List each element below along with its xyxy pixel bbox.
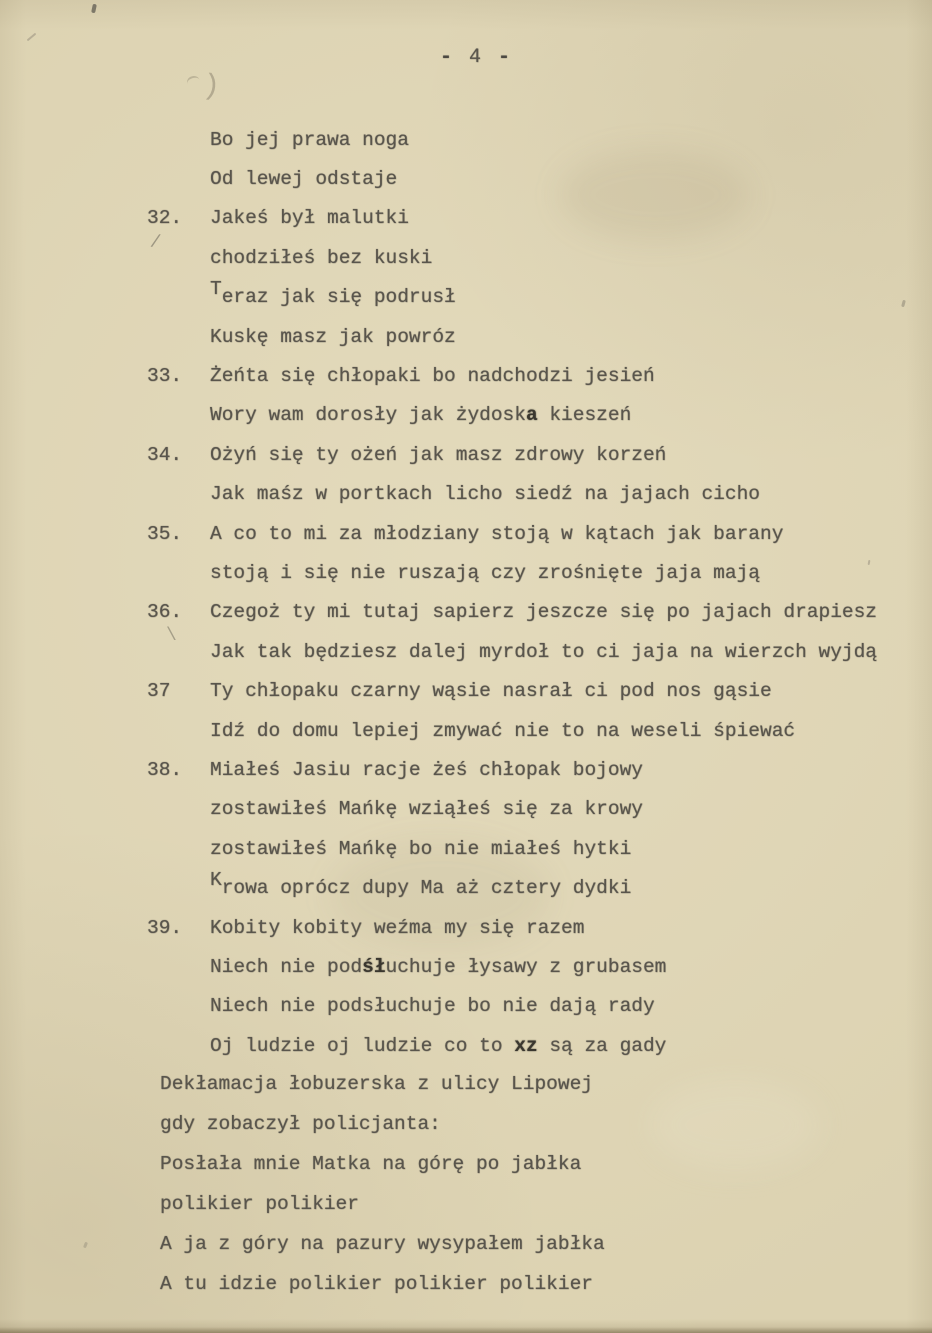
- verse-number: 33.: [147, 365, 183, 388]
- verse-text: zostawiłeś Mańkę bo nie miałeś hytki: [210, 837, 632, 860]
- verse-line: [147, 514, 877, 553]
- line-text: A ja z góry na pazury wysypałem jabłka: [160, 1233, 605, 1255]
- verse-number: 36.: [147, 601, 183, 624]
- line-text: A tu idzie polikier polikier polikier: [160, 1273, 593, 1295]
- verse-text: Oj ludzie oj ludzie co to: [210, 1034, 515, 1057]
- verse-line: [147, 238, 877, 277]
- paper-speck: [83, 1242, 88, 1249]
- verse-line: [147, 632, 877, 671]
- verse-line: [147, 120, 877, 159]
- verse-line: [147, 790, 877, 829]
- verse-line: [147, 593, 877, 632]
- verse-text: rowa oprócz dupy Ma aż cztery dydki: [221, 877, 632, 900]
- verse-text: eraz jak się podrusł: [221, 286, 456, 309]
- paper-speck: [27, 33, 37, 42]
- verse-text: zostawiłeś Mańkę wziąłeś się za krowy: [210, 798, 643, 821]
- closing-block: [160, 1064, 605, 1304]
- overstruck-text: śł: [362, 955, 386, 978]
- text-line: [160, 1224, 605, 1264]
- page-number-header: [0, 46, 932, 69]
- verse-line: [147, 711, 877, 750]
- verse-text: Żeńta się chłopaki bo nadchodzi jesień: [210, 365, 655, 388]
- verse-line: [147, 159, 877, 198]
- verse-text: Niech nie pod: [210, 955, 363, 978]
- struck-out-text: xz: [514, 1034, 538, 1057]
- header-dash-right: -: [498, 46, 511, 69]
- verse-number: 37: [147, 680, 171, 703]
- paper-stain: [650, 1080, 820, 1170]
- verse-text: Od lewej odstaje: [210, 168, 398, 191]
- verse-line: [147, 1026, 877, 1065]
- line-text: Posłała mnie Matka na górę po jabłka: [160, 1153, 582, 1175]
- verse-number: 39.: [147, 916, 183, 939]
- verse-line: [147, 553, 877, 592]
- verse-line: [147, 987, 877, 1026]
- verse-text: Jakeś był malutki: [210, 207, 409, 230]
- verse-text: Miałeś Jasiu racje żeś chłopak bojowy: [210, 758, 643, 781]
- verse-text: Czegoż ty mi tutaj sapierz jeszcze się po jajach drapiesz: [210, 601, 878, 624]
- verse-text: Jak tak będziesz dalej myrdoł to ci jaja na wierzch wyjdą: [210, 640, 878, 663]
- verse-text: Kobity kobity weźma my się razem: [210, 916, 585, 939]
- verse-line: [147, 947, 877, 986]
- verse-text: Jak maśz w portkach licho siedź na jajach cicho: [210, 483, 760, 506]
- pencil-doodle: [190, 69, 234, 112]
- verse-text: Bo jej prawa noga: [210, 128, 409, 151]
- verse-number: 35.: [147, 522, 183, 545]
- verse-line: [147, 750, 877, 789]
- paper-speck: [91, 4, 97, 14]
- line-text: gdy zobaczył policjanta:: [160, 1113, 441, 1135]
- verse-text: Niech nie podsłuchuje bo nie dają rady: [210, 995, 655, 1018]
- verse-block: [147, 120, 877, 1065]
- page-number: 4: [468, 46, 481, 69]
- verse-text: Ożyń się ty ożeń jak masz zdrowy korzeń: [210, 443, 667, 466]
- verse-line: [147, 908, 877, 947]
- verse-line: [147, 199, 877, 238]
- verse-text: Wory wam dorosły jak żydosk: [210, 404, 526, 427]
- verse-text: Ty chłopaku czarny wąsie nasrał ci pod nos gąsie: [210, 680, 772, 703]
- stray-slash-mark: /: [148, 232, 162, 254]
- text-line: [160, 1184, 605, 1224]
- text-line: [160, 1264, 605, 1304]
- verse-text: A co to mi za młodziany stoją w kątach jak barany: [210, 522, 784, 545]
- line-text: Dekłamacja łobuzerska z ulicy Lipowej: [160, 1073, 593, 1095]
- verse-number: 34.: [147, 443, 183, 466]
- verse-text: kieszeń: [537, 404, 632, 427]
- pencil-paren-stroke: ): [200, 69, 222, 104]
- verse-line: [147, 829, 877, 868]
- line-text: polikier polikier: [160, 1193, 359, 1215]
- pencil-arc-stroke: [185, 74, 201, 89]
- verse-line: [147, 671, 877, 710]
- page-bottom-shadow: [0, 1327, 932, 1333]
- verse-text: uchuje łysawy z grubasem: [385, 955, 667, 978]
- text-line: [160, 1064, 605, 1104]
- overstruck-text: a: [525, 404, 538, 427]
- header-dash-left: -: [439, 46, 452, 69]
- verse-text: Idź do domu lepiej zmywać nie to na weseli śpiewać: [210, 719, 796, 742]
- verse-text: chodziłeś bez kuski: [210, 246, 433, 269]
- verse-line: [147, 356, 877, 395]
- stray-backslash-mark: \: [166, 626, 177, 646]
- verse-number: 32.: [147, 207, 183, 230]
- raised-letter: T: [210, 278, 222, 301]
- verse-line: [147, 475, 877, 514]
- verse-text: Kuskę masz jak powróz: [210, 325, 456, 348]
- text-line: [160, 1104, 605, 1144]
- verse-line: [147, 317, 877, 356]
- verse-line: [147, 278, 877, 317]
- verse-line: [147, 396, 877, 435]
- raised-letter: K: [210, 869, 222, 892]
- verse-line: [147, 868, 877, 907]
- verse-text: stoją i się nie ruszają czy zrośnięte jaja mają: [210, 561, 760, 584]
- verse-number: 38.: [147, 758, 183, 781]
- verse-line: [147, 435, 877, 474]
- paper-speck: [901, 300, 906, 308]
- verse-text: są za gady: [537, 1034, 667, 1057]
- text-line: [160, 1144, 605, 1184]
